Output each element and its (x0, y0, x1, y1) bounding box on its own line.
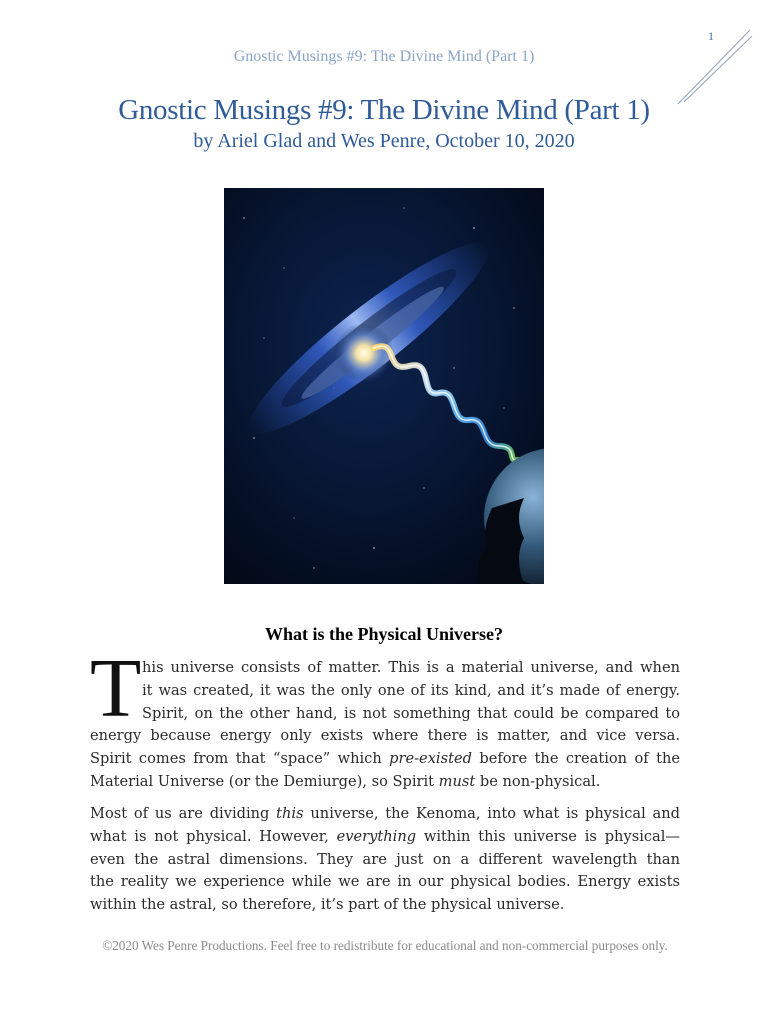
hero-image (224, 188, 544, 584)
paragraph-line: his universe consists of matter. This is a material universe, and when (142, 659, 680, 676)
paragraph-line: it was created, it was the only one of its kind, and it’s made of energy. (142, 681, 680, 699)
paragraph-line: energy because energy only exists where there is matter, and vice versa. (90, 727, 680, 745)
paragraph-1 (90, 657, 680, 794)
emphasis: pre-existed (389, 750, 472, 768)
page-number: 1 (708, 29, 714, 43)
emphasis: this (276, 805, 304, 822)
paragraph-line: what is not physical. However, everything within this universe is physical— (90, 827, 680, 845)
paragraph-line: the reality we experience while we are in our physical bodies. Energy exists (90, 873, 680, 891)
emphasis: everything (336, 827, 417, 845)
drop-cap: T (90, 642, 142, 735)
emphasis: must (438, 772, 476, 790)
paragraph-line: Material Universe (or the Demiurge), so Spirit must be non-physical. (90, 772, 601, 790)
running-header: Gnostic Musings #9: The Divine Mind (Part 1) (233, 48, 535, 65)
paragraph-line: even the astral dimensions. They are just on a different wavelength than (90, 850, 680, 868)
paragraph-line: Spirit comes from that “space” which pre-existed before the creation of the (90, 750, 680, 768)
section-heading: What is the Physical Universe? (265, 624, 503, 644)
byline: by Ariel Glad and Wes Penre, October 10, 2020 (193, 130, 575, 152)
paragraph-2 (90, 803, 680, 917)
paragraph-line: within the astral, so therefore, it’s part of the physical universe. (90, 896, 565, 914)
copyright-footer: ©2020 Wes Penre Productions. Feel free to redistribute for educational and non-commercial purposes only. (102, 938, 668, 953)
paragraph-line: Most of us are dividing this universe, the Kenoma, into what is physical and (90, 805, 680, 822)
page-title: Gnostic Musings #9: The Divine Mind (Part 1) (118, 94, 650, 126)
paragraph-line: Spirit, on the other hand, is not something that could be compared to (142, 704, 680, 722)
